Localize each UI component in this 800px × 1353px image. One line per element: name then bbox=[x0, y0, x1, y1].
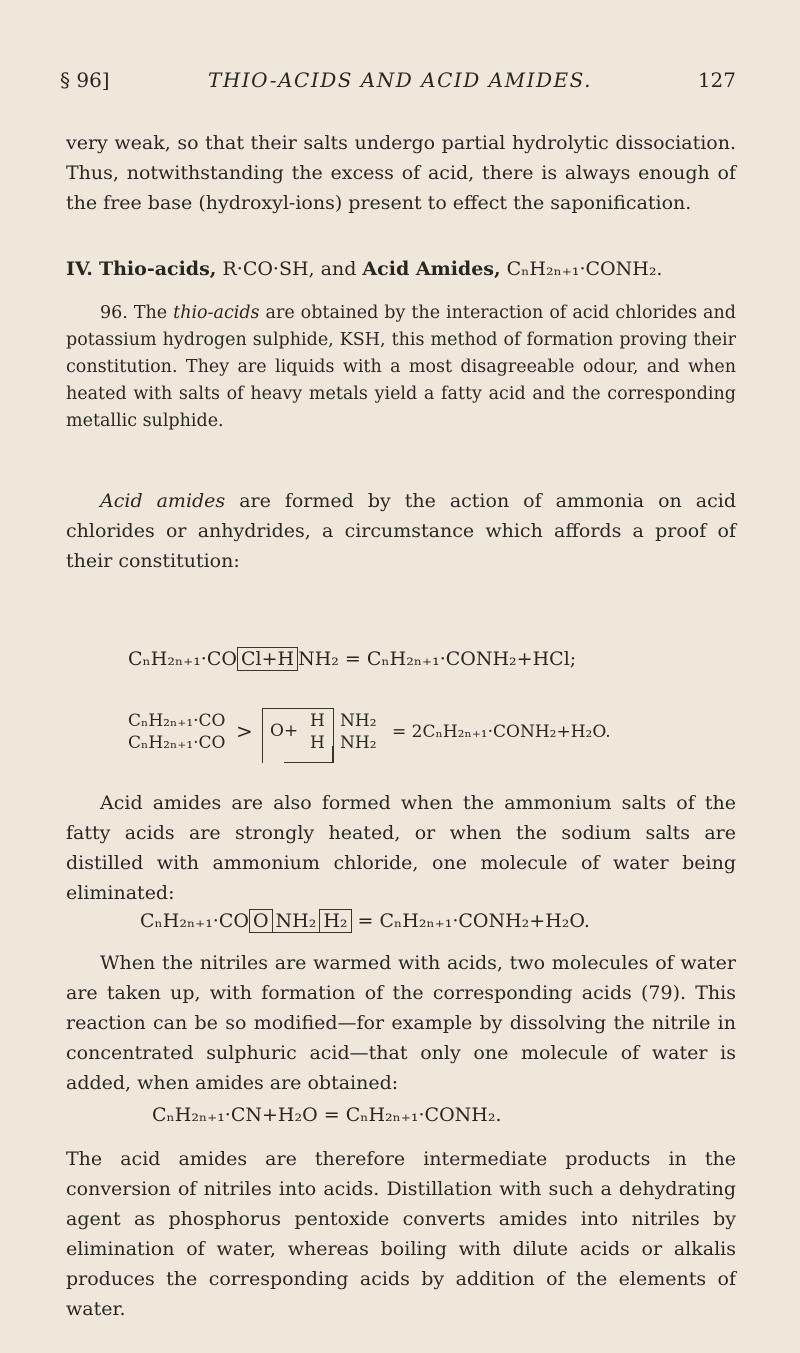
running-title: THIO-ACIDS AND ACID AMIDES. bbox=[208, 68, 592, 92]
paragraph-nitriles: When the nitriles are warmed with acids, two molecules of water are taken up, with formation of the corresponding acids (79). This reaction can be so modified—for example by dissolving the nitrile in concentrated sulphuric acid—that only one molecule of water is added, when amides are obtained: bbox=[66, 952, 736, 1094]
heading-number: IV. bbox=[66, 258, 93, 280]
section-marker: § 96] bbox=[60, 68, 110, 92]
paragraph-saponification: very weak, so that their salts undergo partial hydrolytic dissociation. Thus, notwithstanding the excess of acid, there is always enough of the free base (hydroxyl-ions) present to effect the saponification. bbox=[66, 132, 736, 214]
eq-bracket-symbol: > bbox=[236, 719, 253, 743]
paragraph-96-thio-acids bbox=[66, 300, 736, 435]
eq-term: = CₙH₂ₙ₊₁·CONH₂+H₂O. bbox=[357, 910, 590, 932]
eq-anhydride-left bbox=[128, 710, 226, 754]
equation-acid-chloride bbox=[128, 646, 576, 672]
paragraph-ammonium-salts: Acid amides are also formed when the ammonium salts of the fatty acids are strongly heated, or when the sodium salts are distilled with ammonium chloride, one molecule of water being eliminated: bbox=[66, 792, 736, 904]
eq-ammonia bbox=[340, 710, 377, 754]
paragraph-text: are obtained by the interaction of acid chlorides and potassium hydrogen sulphide, KSH, this method of formation proving their constitution. They are liquids with a most disagreeable odour, and when heated with salts of heavy metals yield a fatty acid and the corresponding metallic sulphide. bbox=[66, 303, 736, 431]
eq-term: CₙH₂ₙ₊₁·CO bbox=[140, 910, 249, 932]
page-number: 127 bbox=[697, 68, 736, 92]
heading-acid-amides: Acid Amides, bbox=[362, 258, 501, 280]
paragraph-intermediates: The acid amides are therefore intermediate products in the conversion of nitriles into acids. Distillation with such a dehydrating agent as phosphorus pentoxide converts amides into nitriles by elimination of water, whereas boiling with dilute acids or alkalis produces the corresponding acids by addition of the elements of water. bbox=[66, 1148, 736, 1320]
eq-term: CₙH₂ₙ₊₁·CO bbox=[128, 648, 237, 670]
eq-term: CₙH₂ₙ₊₁·CO bbox=[128, 711, 226, 731]
paragraph-acid-amides bbox=[66, 486, 736, 576]
eq-bracket bbox=[284, 746, 333, 763]
eq-term: H bbox=[310, 733, 325, 753]
eq-ammonia: NH₂ bbox=[273, 910, 320, 933]
eq-term: NH₂ bbox=[340, 733, 377, 753]
eq-boxed-hydrogen: H₂ bbox=[319, 909, 351, 933]
equation-nitrile-hydration: CₙH₂ₙ₊₁·CN+H₂O = CₙH₂ₙ₊₁·CONH₂. bbox=[152, 1104, 502, 1126]
term-acid-amides: Acid amides bbox=[100, 490, 226, 512]
eq-term: H bbox=[310, 711, 325, 731]
heading-thio-acids: Thio-acids, bbox=[98, 258, 217, 280]
term-thio-acids: thio-acids bbox=[173, 303, 260, 323]
heading-amide-formula: CₙH₂ₙ₊₁·CONH₂. bbox=[506, 258, 663, 280]
heading-thio-formula: R·CO·SH, bbox=[222, 258, 315, 280]
equation-anhydride bbox=[120, 706, 740, 770]
paragraph-text: are formed by the action of ammonia on acid chlorides or anhydrides, a circumstance which affords a proof of their constitution: bbox=[66, 490, 736, 572]
equation-ammonium-salt bbox=[140, 908, 590, 934]
paragraph-number: 96. bbox=[100, 303, 128, 323]
eq-boxed-oxygen: O bbox=[249, 909, 273, 933]
section-heading bbox=[66, 254, 736, 284]
eq-boxed-eliminated: Cl+H bbox=[237, 647, 298, 671]
running-header bbox=[60, 68, 740, 102]
heading-and: and bbox=[320, 258, 357, 280]
eq-oxygen: O+ bbox=[270, 721, 299, 741]
eq-term: NH₂ = CₙH₂ₙ₊₁·CONH₂+HCl; bbox=[298, 648, 577, 670]
eq-term: NH₂ bbox=[340, 711, 377, 731]
eq-anhydride-right: = 2CₙH₂ₙ₊₁·CONH₂+H₂O. bbox=[392, 722, 611, 742]
eq-term: CₙH₂ₙ₊₁·CO bbox=[128, 733, 226, 753]
paragraph-text: The bbox=[133, 303, 168, 323]
